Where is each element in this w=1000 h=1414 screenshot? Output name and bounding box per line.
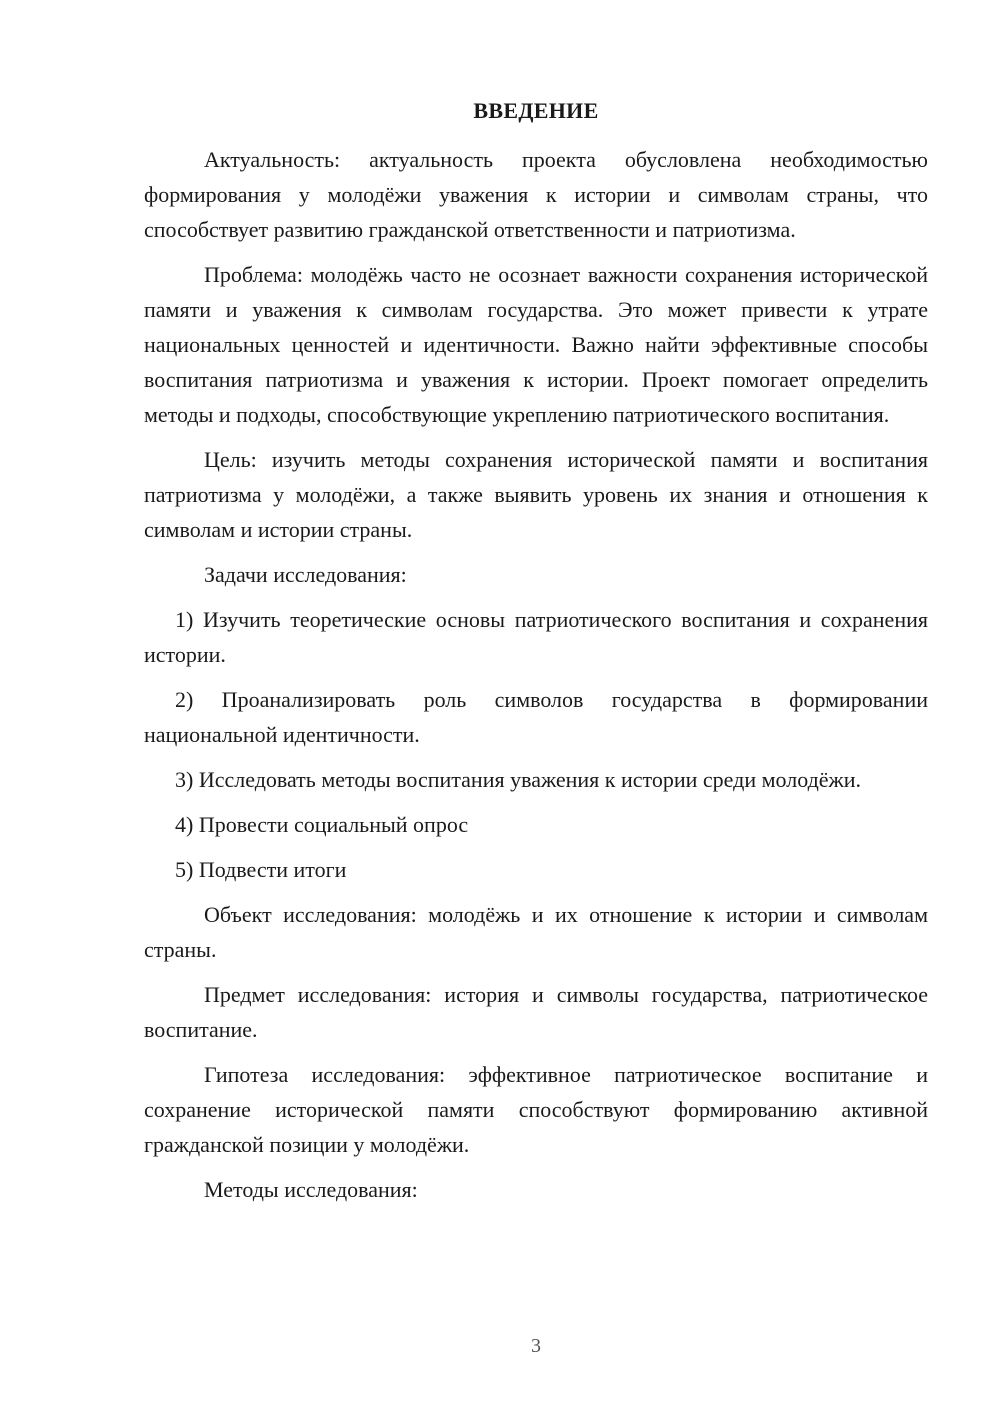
tasks-label: Задачи исследования:: [204, 562, 407, 587]
subject-paragraph: Предмет исследования: история и символы государства, патриотическое воспитание.: [144, 982, 928, 1042]
methods-label: Методы исследования:: [204, 1177, 418, 1202]
task-item: 2) Проанализировать роль символов государства в формировании национальной идентичности.: [144, 687, 928, 747]
hypothesis-paragraph: Гипотеза исследования: эффективное патриотическое воспитание и сохранение исторической памяти способствуют формированию активной гражданской позиции у молодёжи.: [144, 1062, 928, 1157]
task-item: 3) Исследовать методы воспитания уважения к истории среди молодёжи.: [175, 767, 862, 792]
document-page: [144, 96, 928, 1217]
page-title: ВВЕДЕНИЕ: [473, 98, 599, 123]
goal-paragraph: Цель: изучить методы сохранения исторической памяти и воспитания патриотизма у молодёжи, а также выявить уровень их знания и отношения к символам и истории страны.: [144, 447, 928, 542]
problem-paragraph: Проблема: молодёжь часто не осознает важности сохранения исторической памяти и уважения к символам государства. Это может привести к утрате национальных ценностей и идентичности. Важно найти эффективные способы воспитания патриотизма и уважения к истории. Проект помогает определить методы и подходы, способствующие укреплению патриотического воспитания.: [144, 262, 928, 427]
task-item: 1) Изучить теоретические основы патриотического воспитания и сохранения истории.: [144, 607, 928, 667]
object-paragraph: Объект исследования: молодёжь и их отношение к истории и символам страны.: [144, 902, 928, 962]
relevance-paragraph: Актуальность: актуальность проекта обусловлена необходимостью формирования у молодёжи уважения к истории и символам страны, что способствует развитию гражданской ответственности и патриотизма.: [144, 147, 928, 242]
page-number: 3: [531, 1335, 541, 1357]
task-item: 4) Провести социальный опрос: [175, 812, 469, 837]
task-item: 5) Подвести итоги: [175, 857, 347, 882]
